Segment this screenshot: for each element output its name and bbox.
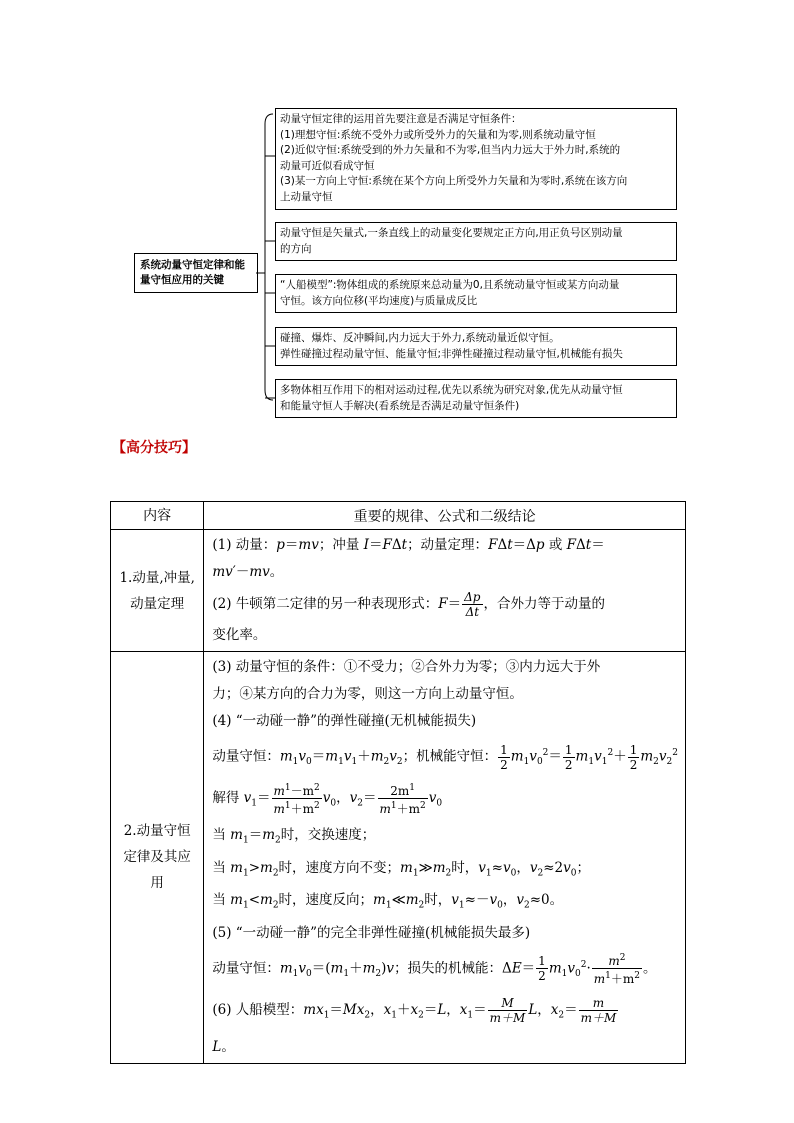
diagram-branch-box [275,108,677,210]
diagram-branch-line: 多物体相互作用下的相对运动过程,优先以系统为研究对象,优先从动量守恒 [280,384,623,396]
formula-line: 动量守恒：$m_1v_0=(m_1+m_2)v$；损失的机械能：ΔE＝ $\frac{1}{2}$ $m_1v_0^2\cdot$ $\frac{m^2}{m^1+m^2}$ 。 [212,953,657,987]
section-heading: 【高分技巧】 [112,440,196,456]
diagram-branch-line: “人船模型”:物体组成的系统原来总动量为0,且系统动量守恒或某方向动量 [280,279,620,291]
formula-line: 动量守恒：$m_1v_0=m_1v_1+m_2v_2$；机械能守恒： $\frac{1}{2}$ $m_1v_0^2=$ $\frac{1}{2}$ $m_1v_1^2+$ $\frac{1}{2}$ $m_2v_2^2$ [212,742,678,772]
row-label-line: 用 [150,875,164,892]
diagram-branch-line: 动量可近似看成守恒 [280,159,375,172]
fraction: $\frac{1}{2}$ [500,742,508,772]
row-label-line: 1.动量,冲量, [119,569,195,586]
table-row [111,652,686,1064]
row-label [111,530,204,652]
fraction: $\frac{2m^1}{m^1+m^2}$ [379,783,426,817]
diagram-branch-line: 上动量守恒 [280,190,333,203]
formula-line: (6) 人船模型：$mx_1=Mx_2$，$x_1+x_2=L$，$x_1=$ $\frac{M}{m+M}$ L，$x_2=$ $\frac{m}{m+M}$ [212,996,617,1026]
diagram-branch-line: 和能量守恒人手解决(看系统是否满足动量守恒条件) [280,399,520,412]
table-row [111,530,686,652]
fraction: $\frac{m^2}{m^1+m^2}$ [593,953,641,987]
diagram-branch-line: (2)近似守恒:系统受到的外力矢量和不为零,但当内力远大于外力时,系统的 [280,144,621,156]
formula-line: (1) 动量：p＝mv；冲量 I＝FΔt；动量定理：FΔt＝Δp 或 FΔt＝ [212,537,605,553]
formula-line: (2) 牛顿第二定律的另一种表现形式：F＝ $\frac{\Delta p}{\Delta t}$ ，合外力等于动量的 [212,590,605,619]
fraction: $\frac{1}{2}$ [564,742,573,772]
row-label-line: 动量定理 [130,595,185,612]
fraction: $\frac{\Delta p}{\Delta t}$ [464,590,481,619]
diagram-branch-box [275,274,677,313]
diagram-branch-line: (3)某一方向上守恒:系统在某个方向上所受外力矢量和为零时,系统在该方向 [280,175,628,187]
diagram-branch-box [275,222,677,261]
diagram-branch-line: (1)理想守恒:系统不受外力或所受外力的矢量和为零,则系统动量守恒 [280,128,596,141]
diagram-branch-line: 的方向 [280,242,312,255]
diagram-root-box [134,253,258,293]
formula-line: 力；④某方向的合力为零，则这一方向上动量守恒。 [212,686,523,702]
formula-line: L。 [212,1038,235,1055]
formula-line: 解得 $v_1=$ $\frac{m^1-m^2}{m^1+m^2}$ $v_0$，$v_2=$ $\frac{2m^1}{m^1+m^2}$ $v_0$ [212,783,443,817]
diagram-branch-line: 守恒。该方向位移(平均速度)与质量成反比 [280,294,478,307]
diagram-branch-box [275,327,677,366]
fraction: $\frac{1}{2}$ [629,742,638,772]
formula-line: mv′－mv。 [212,564,284,580]
diagram-branch-line: 弹性碰撞过程动量守恒、能量守恒;非弹性碰撞过程动量守恒,机械能有损失 [280,347,623,360]
diagram-branch-line: 碰撞、爆炸、反冲瞬间,内力远大于外力,系统动量近似守恒。 [280,332,560,344]
fraction: $\frac{M}{m+M}$ [489,996,526,1026]
fraction: $\frac{m}{m+M}$ [580,996,617,1026]
formula-line: (3) 动量守恒的条件：①不受力；②合外力为零；③内力远大于外 [212,659,601,675]
diagram-branch-line: 动量守恒是矢量式,一条直线上的动量变化要规定正方向,用正负号区别动量 [280,227,623,239]
formula-line: 当 $m_1>m_2$时，速度方向不变；$m_1≫m_2$时，$v_1\approx v_0$，$v_2\approx 2v_0$； [212,859,590,879]
formula-line: 当 $m_1<m_2$时，速度反向；$m_1≪m_2$时，$v_1\approx-v_0$，$v_2\approx 0$。 [212,892,564,911]
formula-line: (4) “一动碰一静”的弹性碰撞(无机械能损失) [212,713,477,729]
header-formulas: 重要的规律、公式和二级结论 [204,502,686,530]
row-label [111,652,204,1064]
header-content: 内容 [111,502,204,530]
formula-table [110,501,686,1064]
row-label-line: 2.动量守恒 [123,823,191,840]
row-label-line: 定律及其应 [123,849,191,866]
fraction: $\frac{1}{2}$ [538,954,546,984]
fraction: $\frac{m^1-m^2}{m^1+m^2}$ [273,783,320,817]
table-header-row [111,502,686,530]
formula-line: (5) “一动碰一静”的完全非弹性碰撞(机械能损失最多) [212,924,531,941]
diagram-root-label: 系统动量守恒定律和能量守恒应用的关键 [140,258,245,286]
diagram-branch-line: 动量守恒定律的运用首先要注意是否满足守恒条件： [280,113,522,125]
row-content [204,530,686,652]
row-content [204,652,686,1064]
formula-line: 变化率。 [212,627,267,643]
diagram-branch-box [275,379,677,418]
formula-line: 当 $m_1=m_2$时，交换速度； [212,826,376,846]
